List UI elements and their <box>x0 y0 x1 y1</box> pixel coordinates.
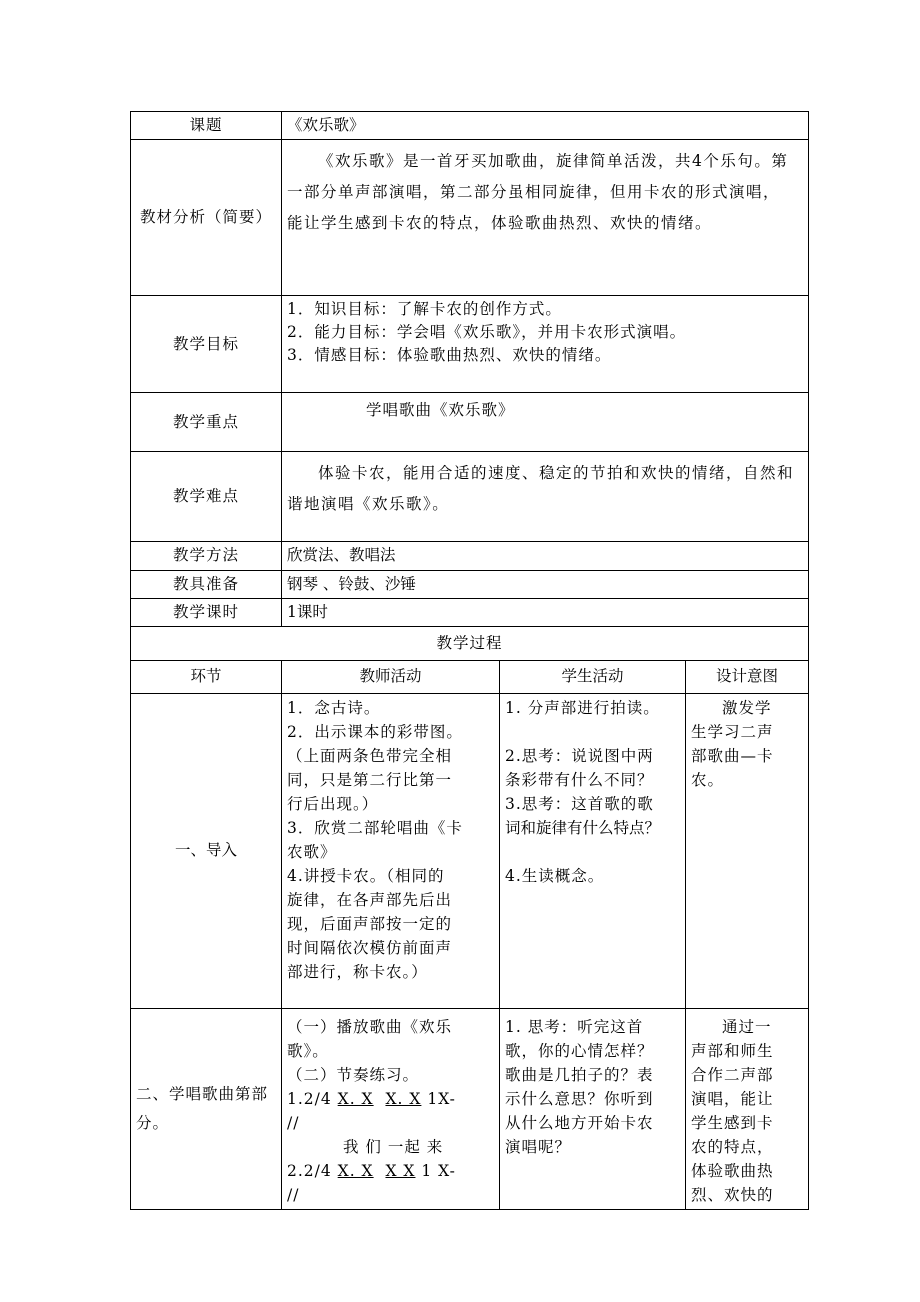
difficulty-text: 体验卡农，能用合适的速度、稳定的节拍和欢快的情绪，自然和谐地演唱《欢乐歌》。 <box>287 464 795 514</box>
key-label: 教学重点 <box>131 393 282 452</box>
header-student: 学生活动 <box>500 661 686 694</box>
student-line: 歌，你的心情怎样？ <box>505 1042 654 1060</box>
student-line: 4.生读概念。 <box>505 867 605 885</box>
teacher-line: 歌》。 <box>287 1042 329 1060</box>
tools-label: 教具准备 <box>131 570 282 598</box>
teacher-line: 旋律，在各声部先后出 <box>287 891 453 909</box>
intent-intro <box>686 694 809 1009</box>
rhythm-note: X. X <box>337 1162 374 1180</box>
intent-line: 体验歌曲热 <box>691 1162 774 1180</box>
teacher-line: // <box>287 1186 300 1204</box>
teacher-line: 4.讲授卡农。（相同的 <box>287 867 445 885</box>
intent-line: 通过一 <box>722 1018 772 1036</box>
tools-row <box>131 570 809 598</box>
intent-line: 农的特点， <box>691 1138 774 1156</box>
intent-line: 部歌曲—卡 <box>691 747 774 765</box>
key-row <box>131 393 809 452</box>
header-intent: 设计意图 <box>686 661 809 694</box>
teacher-line: （一）播放歌曲《欢乐 <box>287 1018 453 1036</box>
student-line: 3.思考：这首歌的歌 <box>505 795 654 813</box>
blank-line <box>505 720 680 744</box>
student-activity-learn <box>500 1009 686 1210</box>
analysis-row <box>131 140 809 296</box>
goal-item: 1．知识目标：了解卡农的创作方式。 <box>287 300 562 319</box>
teacher-line: // <box>287 1114 300 1132</box>
process-title: 教学过程 <box>131 627 809 661</box>
student-line: 示什么意思？你听到 <box>505 1090 654 1108</box>
intent-line: 烈、欢快的 <box>691 1186 774 1204</box>
rhythm-line-2: 2.2/4 X. X X X 1 X- <box>287 1162 456 1180</box>
teacher-activity-intro <box>282 694 500 1009</box>
goals-row <box>131 296 809 393</box>
teacher-line: 部进行，称卡农。） <box>287 963 428 981</box>
method-value: 欣赏法、教唱法 <box>282 542 809 570</box>
process-row-intro <box>131 694 809 1009</box>
teacher-activity-learn <box>282 1009 500 1210</box>
topic-row <box>131 112 809 140</box>
student-line: 条彩带有什么不同？ <box>505 771 654 789</box>
student-line: 从什么地方开始卡农 <box>505 1114 654 1132</box>
goal-item: 2．能力目标：学会唱《欢乐歌》，并用卡农形式演唱。 <box>287 323 687 342</box>
intent-line: 激发学 <box>722 699 772 717</box>
method-row <box>131 542 809 570</box>
hours-row <box>131 598 809 626</box>
teacher-line: （上面两条色带完全相 <box>287 747 453 765</box>
teacher-line: 时间隔依次模仿前面声 <box>287 939 453 957</box>
student-line: 1. 思考：听完这首 <box>505 1018 644 1036</box>
process-title-row <box>131 627 809 661</box>
difficulty-label: 教学难点 <box>131 452 282 542</box>
student-line: 词和旋律有什么特点？ <box>505 819 661 837</box>
teacher-line: 3．欣赏二部轮唱曲《卡 <box>287 819 463 837</box>
teacher-line: 农歌》 <box>287 843 337 861</box>
intent-learn <box>686 1009 809 1210</box>
intent-line: 生学习二声 <box>691 723 774 741</box>
teacher-line: （二）节奏练习。 <box>287 1066 420 1084</box>
rhythm-note: X. X <box>337 1090 374 1108</box>
student-line: 演唱呢？ <box>505 1138 572 1156</box>
blank-line <box>505 840 680 864</box>
header-stage: 环节 <box>131 661 282 694</box>
rhythm-line-1: 1.2/4 X. X X. X 1X- <box>287 1090 456 1108</box>
header-teacher: 教师活动 <box>282 661 500 694</box>
lyric-line: 我 们 一起 来 <box>343 1138 444 1156</box>
intent-line: 演唱，能让 <box>691 1090 774 1108</box>
process-header-row <box>131 661 809 694</box>
analysis-label: 教材分析（简要） <box>131 140 282 296</box>
tools-value: 钢琴 、铃鼓、沙锤 <box>282 570 809 598</box>
analysis-text: 《欢乐歌》是一首牙买加歌曲，旋律简单活泼，共4个乐句。第一部分单声部演唱，第二部分虽相同旋律，但用卡农的形式演唱，能让学生感到卡农的特点，体验歌曲热烈、欢快的情绪。 <box>287 152 789 233</box>
process-row-learn <box>131 1009 809 1210</box>
student-line: 2.思考：说说图中两 <box>505 747 654 765</box>
intent-line: 声部和师生 <box>691 1042 774 1060</box>
intent-line: 合作二声部 <box>691 1066 774 1084</box>
intent-line: 学生感到卡 <box>691 1114 774 1132</box>
teacher-line: 同，只是第二行比第一 <box>287 771 453 789</box>
rhythm-note: X X <box>385 1162 416 1180</box>
intent-line: 农。 <box>691 771 725 789</box>
stage-intro: 一、导入 <box>131 694 282 1009</box>
goals-list <box>282 296 809 393</box>
student-line: 1. 分声部进行拍读。 <box>505 699 660 717</box>
goals-label: 教学目标 <box>131 296 282 393</box>
student-activity-intro <box>500 694 686 1009</box>
stage-learn: 二、学唱歌曲第部分。 <box>131 1009 282 1210</box>
rhythm-note: X. X <box>385 1090 422 1108</box>
topic-value: 《欢乐歌》 <box>282 112 809 140</box>
lesson-plan-table <box>130 111 809 1210</box>
goal-item: 3．情感目标：体验歌曲热烈、欢快的情绪。 <box>287 346 612 365</box>
difficulty-row <box>131 452 809 542</box>
method-label: 教学方法 <box>131 542 282 570</box>
teacher-line: 行后出现。） <box>287 795 379 813</box>
teacher-line: 现，后面声部按一定的 <box>287 915 453 933</box>
teacher-line: 2．出示课本的彩带图。 <box>287 723 463 741</box>
teacher-line: 1．念古诗。 <box>287 699 381 717</box>
topic-label: 课题 <box>131 112 282 140</box>
key-value: 学唱歌曲《欢乐歌》 <box>282 393 809 452</box>
hours-label: 教学课时 <box>131 598 282 626</box>
hours-value: 1课时 <box>282 598 809 626</box>
student-line: 歌曲是几拍子的？表 <box>505 1066 654 1084</box>
